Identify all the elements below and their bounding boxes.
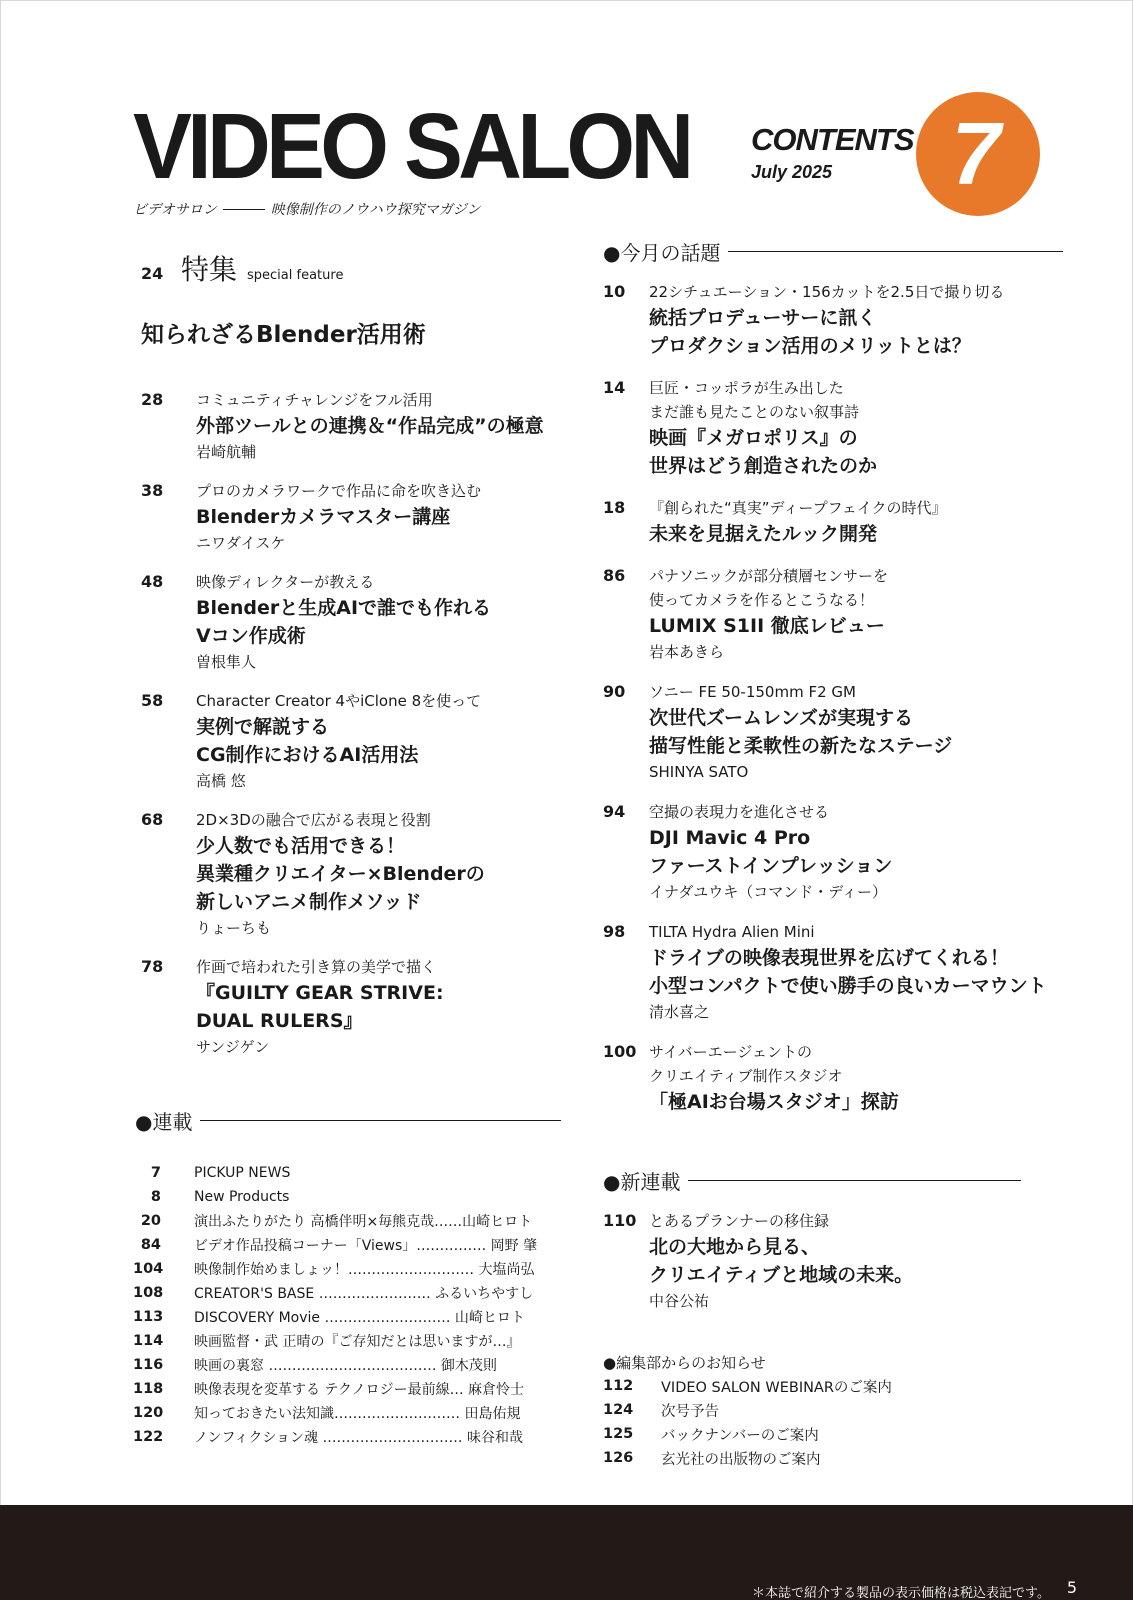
topic-title: 世界はどう創造されたのか bbox=[649, 455, 878, 477]
article-lead: 作画で培われた引き算の美学で描く bbox=[196, 958, 437, 976]
topic-title: 次世代ズームレンズが実現する bbox=[649, 707, 914, 729]
topic-title: ドライブの映像表現世界を広げてくれる！ bbox=[649, 947, 1009, 969]
notice-page: 124 bbox=[603, 1402, 634, 1418]
masthead-subtitle bbox=[133, 199, 719, 219]
serial-heading bbox=[135, 1106, 561, 1135]
article-title: 少人数でも活用できる！ bbox=[196, 835, 406, 857]
issue-number: 7 bbox=[951, 104, 1001, 203]
serial-item[interactable] bbox=[133, 1377, 561, 1401]
topic-lead: 巨匠・コッポラが生み出した bbox=[649, 379, 844, 397]
contents-label-block bbox=[751, 124, 914, 183]
topic-author: 清水喜之 bbox=[649, 1003, 710, 1021]
article-page: 78 bbox=[141, 957, 164, 976]
article-page: 38 bbox=[141, 481, 164, 500]
new-serial-lead: とあるプランナーの移住録 bbox=[649, 1212, 830, 1230]
new-serial-heading-label: ●新連載 bbox=[603, 1170, 681, 1194]
logo-reading: ビデオサロン bbox=[133, 202, 217, 218]
article-title: 『GUILTY GEAR STRIVE: bbox=[196, 982, 444, 1004]
topic-title: ファーストインプレッション bbox=[649, 855, 893, 877]
topic-entry[interactable] bbox=[603, 376, 1063, 480]
article-page: 68 bbox=[141, 810, 164, 829]
serial-page: 104 bbox=[133, 1261, 164, 1277]
serial-text: ノンフィクション魂 ………………………… 味谷和哉 bbox=[194, 1430, 523, 1446]
notice-item[interactable] bbox=[603, 1422, 1043, 1446]
topic-title: 小型コンパクトで使い勝手の良いカーマウント bbox=[649, 975, 1047, 997]
serial-item[interactable] bbox=[133, 1281, 561, 1305]
serial-item[interactable] bbox=[133, 1305, 561, 1329]
notice-item[interactable] bbox=[603, 1446, 1043, 1470]
article-author: 高橋 悠 bbox=[196, 772, 246, 790]
feature-heading bbox=[141, 248, 343, 288]
notice-page: 126 bbox=[603, 1450, 634, 1466]
topic-lead: 『創られた“真実”ディープフェイクの時代』 bbox=[649, 499, 947, 517]
serial-item[interactable] bbox=[133, 1161, 561, 1185]
topic-lead: ソニー FE 50-150mm F2 GM bbox=[649, 683, 856, 701]
heading-rule bbox=[728, 251, 1063, 252]
contents-title: CONTENTS bbox=[751, 122, 914, 157]
article-title: 新しいアニメ制作メソッド bbox=[196, 891, 422, 913]
topic-page: 10 bbox=[603, 282, 626, 301]
serial-page: 114 bbox=[133, 1333, 164, 1349]
topic-entry[interactable] bbox=[603, 680, 1063, 784]
article-title: Blenderカメラマスター講座 bbox=[196, 506, 451, 528]
notice-page: 112 bbox=[603, 1378, 634, 1394]
article-lead: Character Creator 4やiClone 8を使って bbox=[196, 692, 482, 710]
topic-lead: パナソニックが部分積層センサーを bbox=[649, 567, 888, 585]
topic-title: 映画『メガロポリス』の bbox=[649, 427, 858, 449]
topic-title: LUMIX S1II 徹底レビュー bbox=[649, 615, 885, 637]
serial-item[interactable] bbox=[133, 1185, 561, 1209]
notice-text: VIDEO SALON WEBINARのご案内 bbox=[661, 1379, 892, 1396]
topic-title: 「極AIお台場スタジオ」探訪 bbox=[649, 1091, 899, 1113]
topic-title: 統括プロデューサーに訊く bbox=[649, 307, 877, 329]
notice-text: 玄光社の出版物のご案内 bbox=[661, 1451, 821, 1468]
topic-lead: まだ誰も見たことのない叙事詩 bbox=[649, 403, 860, 421]
article-title: 外部ツールとの連携＆“作品完成”の極意 bbox=[196, 415, 544, 437]
article-page: 48 bbox=[141, 572, 164, 591]
article-author: 岩崎航輔 bbox=[196, 443, 257, 461]
new-serial-page: 110 bbox=[603, 1211, 637, 1230]
article-author: りょーちも bbox=[196, 919, 272, 937]
topic-page: 100 bbox=[603, 1042, 637, 1061]
serial-list bbox=[133, 1161, 561, 1449]
price-note: ＊本誌で紹介する製品の表示価格は税込表記です。 bbox=[752, 1586, 1050, 1601]
issue-badge bbox=[916, 92, 1040, 216]
tagline: 映像制作のノウハウ探究マガジン bbox=[270, 202, 481, 218]
notice-text: 次号予告 bbox=[661, 1403, 719, 1420]
topic-entry[interactable] bbox=[603, 1040, 1063, 1116]
topic-title: DJI Mavic 4 Pro bbox=[649, 827, 811, 849]
topic-entry[interactable] bbox=[603, 800, 1063, 904]
serial-text: 知っておきたい法知識……………………… 田島佑規 bbox=[194, 1406, 521, 1422]
heading-rule bbox=[688, 1180, 1021, 1181]
topic-entry[interactable] bbox=[603, 280, 1063, 360]
topic-page: 18 bbox=[603, 498, 626, 517]
feature-page: 24 bbox=[141, 264, 164, 283]
article-entry[interactable] bbox=[141, 570, 581, 674]
article-title: Vコン作成術 bbox=[196, 625, 306, 647]
serial-page: 8 bbox=[150, 1189, 161, 1205]
issue-date: July 2025 bbox=[751, 162, 833, 182]
serial-page: 7 bbox=[150, 1165, 161, 1181]
topic-entry[interactable] bbox=[603, 920, 1063, 1024]
serial-text: ビデオ作品投稿コーナー「Views」…………… 岡野 肇 bbox=[194, 1238, 538, 1254]
notice-page: 125 bbox=[603, 1426, 634, 1442]
serial-item[interactable] bbox=[133, 1233, 561, 1257]
topic-entry[interactable] bbox=[603, 496, 1063, 548]
serial-item[interactable] bbox=[133, 1353, 561, 1377]
article-lead: コミュニティチャレンジをフル活用 bbox=[196, 391, 433, 409]
serial-page: 84 bbox=[140, 1237, 161, 1253]
page-number: 5 bbox=[1066, 1578, 1077, 1597]
article-title: 異業種クリエイター×Blenderの bbox=[196, 863, 485, 885]
serial-text: 演出ふたりがたり 高橋伴明×毎熊克哉……山崎ヒロト bbox=[194, 1214, 533, 1230]
topic-title: 描写性能と柔軟性の新たなステージ bbox=[649, 735, 953, 757]
topic-title: プロダクション活用のメリットとは？ bbox=[649, 335, 971, 357]
article-title: CG制作におけるAI活用法 bbox=[196, 744, 419, 766]
serial-text: 映像制作始めましょッ！……………………… 大塩尚弘 bbox=[194, 1262, 535, 1278]
serial-text: 映像表現を変革する テクノロジー最前線… 麻倉怜士 bbox=[194, 1382, 525, 1398]
notice-text: バックナンバーのご案内 bbox=[661, 1427, 819, 1444]
topic-lead: 使ってカメラを作るとこうなる！ bbox=[649, 591, 875, 609]
serial-item[interactable] bbox=[133, 1209, 561, 1233]
topic-lead: TILTA Hydra Alien Mini bbox=[649, 923, 815, 941]
masthead bbox=[133, 94, 719, 219]
serial-page: 122 bbox=[133, 1429, 164, 1445]
topics-heading bbox=[603, 237, 1063, 266]
topic-lead: クリエイティブ制作スタジオ bbox=[649, 1067, 843, 1085]
article-lead: 2D×3Dの融合で広がる表現と役割 bbox=[196, 811, 431, 829]
topic-page: 86 bbox=[603, 566, 626, 585]
article-author: 曽根隼人 bbox=[196, 653, 257, 671]
serial-text: DISCOVERY Movie ……………………… 山崎ヒロト bbox=[194, 1310, 525, 1326]
topics-list bbox=[603, 280, 1063, 1116]
topic-title: 未来を見据えたルック開発 bbox=[649, 523, 878, 545]
subtitle-divider bbox=[223, 209, 265, 210]
new-serial-section bbox=[603, 1166, 1021, 1329]
article-author: ニワダイスケ bbox=[196, 534, 286, 552]
serial-item[interactable] bbox=[133, 1257, 561, 1281]
serial-page: 116 bbox=[133, 1357, 164, 1373]
article-title: Blenderと生成AIで誰でも作れる bbox=[196, 597, 492, 619]
serial-page: 20 bbox=[140, 1213, 161, 1229]
serial-page: 113 bbox=[133, 1309, 164, 1325]
serial-item[interactable] bbox=[133, 1329, 561, 1353]
article-entry[interactable] bbox=[141, 479, 581, 555]
article-entry[interactable] bbox=[141, 955, 581, 1059]
article-entry[interactable] bbox=[141, 689, 581, 793]
topic-lead: サイバーエージェントの bbox=[649, 1043, 813, 1061]
serial-page: 108 bbox=[133, 1285, 164, 1301]
topic-author: 岩本あきら bbox=[649, 643, 725, 661]
serial-section bbox=[133, 1106, 561, 1449]
heading-rule bbox=[200, 1120, 561, 1121]
magazine-logo: VIDEO SALON bbox=[133, 94, 690, 198]
serial-item[interactable] bbox=[133, 1425, 561, 1449]
notice-item[interactable] bbox=[603, 1398, 1043, 1422]
notices-heading: ●編集部からのお知らせ bbox=[603, 1354, 766, 1372]
topic-page: 98 bbox=[603, 922, 626, 941]
feature-label: 特集 bbox=[181, 253, 238, 286]
article-author: サンジゲン bbox=[196, 1038, 270, 1056]
article-page: 28 bbox=[141, 390, 164, 409]
topic-page: 14 bbox=[603, 378, 626, 397]
serial-text: PICKUP NEWS bbox=[194, 1165, 291, 1181]
new-serial-entry[interactable] bbox=[603, 1209, 1021, 1313]
feature-article-list bbox=[141, 388, 581, 1074]
article-lead: プロのカメラワークで作品に命を吹き込む bbox=[196, 482, 482, 500]
topic-page: 90 bbox=[603, 682, 626, 701]
notice-item[interactable] bbox=[603, 1374, 1043, 1398]
serial-text: 映画監督・武 正晴の『ご存知だとは思いますが…』 bbox=[194, 1334, 521, 1350]
article-entry[interactable] bbox=[141, 808, 581, 940]
topic-entry[interactable] bbox=[603, 564, 1063, 664]
article-entry[interactable] bbox=[141, 388, 581, 464]
serial-page: 118 bbox=[133, 1381, 164, 1397]
editorial-notices bbox=[603, 1352, 1043, 1470]
serial-text: 映画の裏窓 ……………………………… 御木茂則 bbox=[194, 1358, 497, 1374]
feature-sublabel: special feature bbox=[247, 268, 344, 283]
new-serial-title: 北の大地から見る、 bbox=[649, 1236, 821, 1258]
serial-heading-label: ●連載 bbox=[135, 1110, 193, 1134]
article-lead: 映像ディレクターが教える bbox=[196, 573, 375, 591]
serial-page: 120 bbox=[133, 1405, 164, 1421]
topics-section bbox=[603, 237, 1063, 1132]
topics-heading-label: ●今月の話題 bbox=[603, 241, 721, 265]
topic-author: イナダユウキ（コマンド・ディー） bbox=[649, 883, 888, 901]
serial-text: CREATOR'S BASE …………………… ふるいちやすし bbox=[194, 1286, 534, 1302]
new-serial-list bbox=[603, 1209, 1021, 1313]
serial-text: New Products bbox=[194, 1189, 290, 1205]
topic-lead: 22シチュエーション・156カットを2.5日で撮り切る bbox=[649, 283, 1005, 301]
serial-item[interactable] bbox=[133, 1401, 561, 1425]
topic-lead: 空撮の表現力を進化させる bbox=[649, 803, 830, 821]
article-title: DUAL RULERS』 bbox=[196, 1010, 363, 1032]
topic-author: SHINYA SATO bbox=[649, 763, 749, 781]
topic-page: 94 bbox=[603, 802, 626, 821]
feature-title: 知られざるBlender活用術 bbox=[141, 322, 426, 348]
article-title: 実例で解説する bbox=[196, 716, 330, 738]
new-serial-author: 中谷公祐 bbox=[649, 1292, 710, 1310]
new-serial-heading bbox=[603, 1166, 1021, 1195]
article-page: 58 bbox=[141, 691, 164, 710]
new-serial-title: クリエイティブと地域の未来。 bbox=[649, 1264, 914, 1286]
